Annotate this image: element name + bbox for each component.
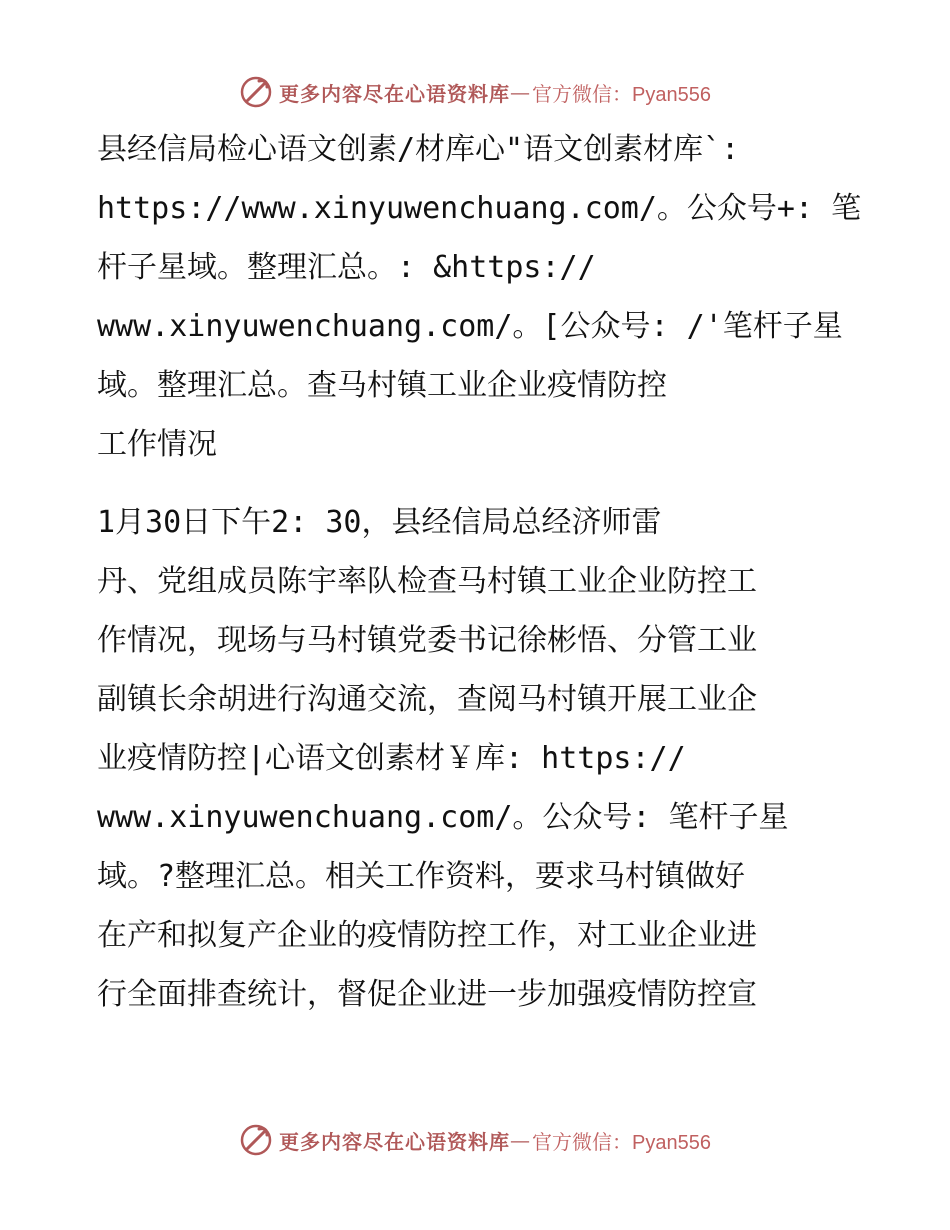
paragraph-line: 丹、党组成员陈宇率队检查马村镇工业企业防控工 [97, 564, 757, 599]
paragraph-line: 行全面排查统计，督促企业进一步加强疫情防控宣 [97, 977, 757, 1012]
title-line: https://www.xinyuwenchuang.com/。公众号+: 笔 [97, 191, 862, 226]
banner-handle: 官方微信：Pyan556 [532, 83, 711, 106]
quill-logo-icon [239, 1123, 273, 1157]
paragraph-line: 1月30日下午2: 30，县经信局总经济师雷 [97, 505, 662, 540]
paragraph-line: 在产和拟复产企业的疫情防控工作，对工业企业进 [97, 918, 757, 953]
quill-logo-icon [239, 75, 273, 109]
paragraph-line: 域。?整理汇总。相关工作资料，要求马村镇做好 [97, 859, 746, 894]
paragraph-line: 副镇长余胡进行沟通交流，查阅马村镇开展工业企 [97, 682, 757, 717]
paragraph-line: 作情况，现场与马村镇党委书记徐彬悟、分管工业 [97, 623, 757, 658]
footer-banner [0, 1120, 950, 1160]
title-line: 杆子星域。整理汇总。: &https:// [97, 250, 596, 285]
paragraph-line: 业疫情防控|心语文创素材￥库: https:// [97, 741, 686, 776]
title-line: www.xinyuwenchuang.com/。[公众号: /'笔杆子星 [97, 309, 843, 344]
banner-separator: — [510, 80, 531, 104]
spacer [97, 474, 857, 493]
header-banner [0, 72, 950, 112]
title-line: 县经信局检心语文创素/材库心"语文创素材库`: [97, 132, 740, 167]
title-line: 域。整理汇总。查马村镇工业企业疫情防控 [97, 368, 667, 403]
banner-text: 更多内容尽在心语资料库 [279, 81, 511, 106]
banner-handle: 官方微信：Pyan556 [532, 1131, 711, 1154]
banner-separator: — [510, 1128, 531, 1152]
banner-text: 更多内容尽在心语资料库 [279, 1129, 511, 1154]
document-body [97, 120, 862, 1024]
title-line: 工作情况 [97, 427, 217, 462]
paragraph-line: www.xinyuwenchuang.com/。公众号: 笔杆子星 [97, 800, 789, 835]
